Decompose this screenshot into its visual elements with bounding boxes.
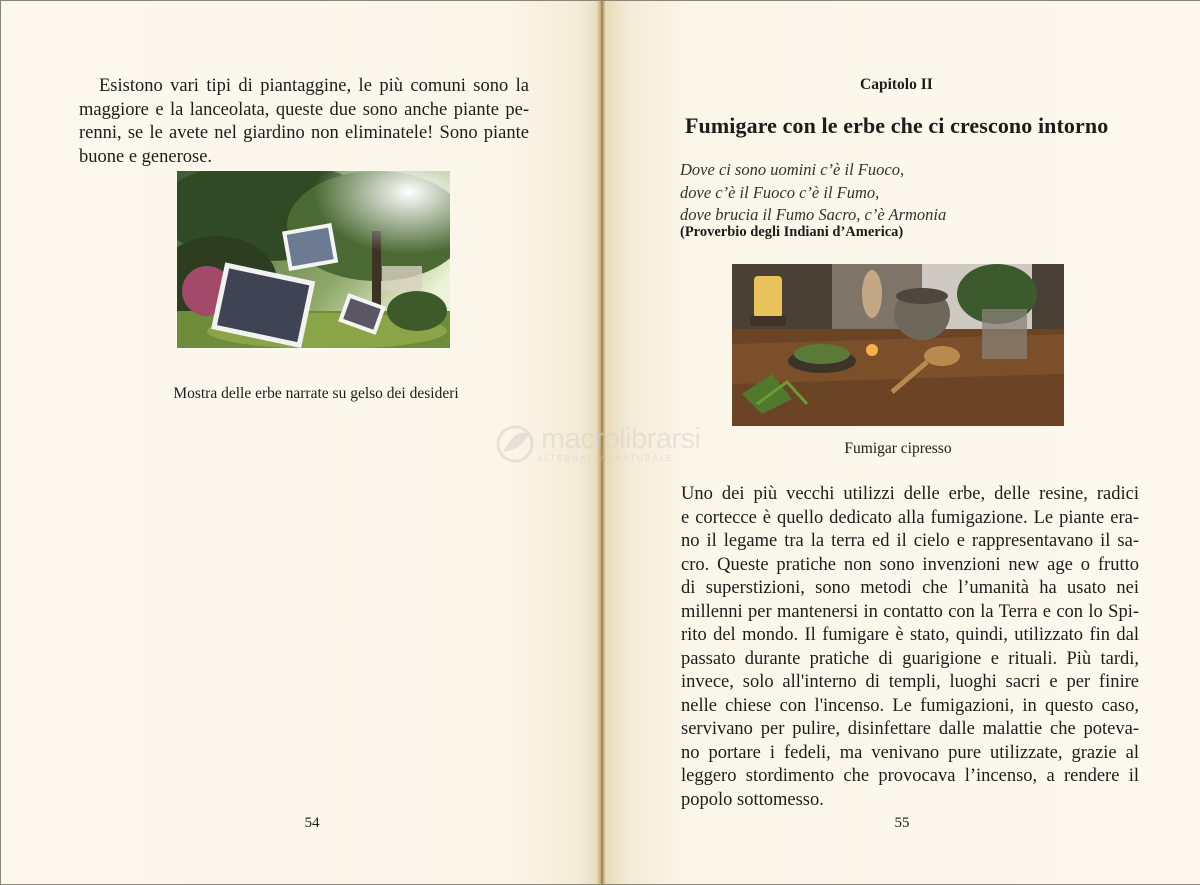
garden-photo-image	[177, 171, 450, 348]
text-line: di superstizioni, sono metodi che l’umanità ha usato nei	[681, 578, 1139, 598]
text-line: invece, solo all'interno di templi, luoghi sacri e per finire	[681, 672, 1139, 692]
text-line: passato durante pratiche di guarigione e rituali. Più tardi,	[681, 648, 1139, 669]
epigraph-quote	[680, 159, 946, 227]
quote-line: dove brucia il Fumo Sacro, c’è Armonia	[680, 205, 947, 224]
text-line: no portare i fedeli, ma venivano pure utilizzate, grazie al	[681, 742, 1139, 763]
text-line: no il legame tra la terra ed il cielo e rappresentavano il sa-	[681, 531, 1139, 551]
left-paragraph	[79, 75, 529, 169]
fumigation-photo-image	[732, 264, 1064, 426]
text-line: leggero stordimento che provocava l’incenso, a rendere il	[681, 766, 1139, 786]
text-line: buone e generose.	[79, 146, 213, 167]
text-line: popolo sottomesso.	[681, 789, 824, 810]
watermark-brand: macrolibrarsi	[541, 423, 701, 455]
text-line: rito del mondo. Il fumigare è stato, quindi, utilizzato fin dal	[681, 625, 1139, 645]
text-line: maggiore e la lanceolata, queste due sono anche piante pe-	[79, 99, 529, 120]
text-line: cro. Queste pratiche non sono invenzioni new age o frutto	[681, 554, 1139, 575]
left-photo-caption: Mostra delle erbe narrate su gelso dei desideri	[173, 385, 459, 402]
page-number-right: 55	[894, 815, 910, 831]
leaf-logo-icon	[493, 424, 537, 464]
text-line: renni, se le avete nel giardino non eliminatele! Sono piante	[79, 123, 529, 143]
right-paragraph	[681, 483, 1139, 812]
quote-source: (Proverbio degli Indiani d’America)	[680, 224, 904, 240]
quote-line: Dove ci sono uomini c’è il Fuoco,	[680, 160, 905, 179]
watermark	[493, 421, 723, 467]
chapter-label: Capitolo II	[860, 76, 933, 93]
chapter-title: Fumigare con le erbe che ci crescono intorno	[685, 113, 1109, 138]
quote-line: dove c’è il Fuoco c’è il Fumo,	[680, 182, 880, 202]
text-line: servivano per pulire, disinfettare dalle malattie che poteva-	[681, 719, 1139, 739]
text-line: e cortecce è quello dedicato alla fumigazione. Le piante era-	[681, 507, 1139, 528]
text-line: nelle chiese con l'incenso. Le fumigazioni, in questo caso,	[681, 695, 1139, 716]
text-line: millenni per mantenersi in contatto con la Terra e con lo Spi-	[681, 601, 1139, 622]
text-line: Uno dei più vecchi utilizzi delle erbe, delle resine, radici	[681, 484, 1139, 504]
text-line: Esistono vari tipi di piantaggine, le più comuni sono la	[99, 76, 529, 96]
garden-photo	[177, 171, 450, 348]
right-photo-caption: Fumigar cipresso	[844, 440, 952, 457]
watermark-tagline: ALTERNATIVA NATURALE	[537, 454, 674, 463]
page-number-left: 54	[304, 815, 320, 831]
fumigation-photo	[732, 264, 1064, 426]
